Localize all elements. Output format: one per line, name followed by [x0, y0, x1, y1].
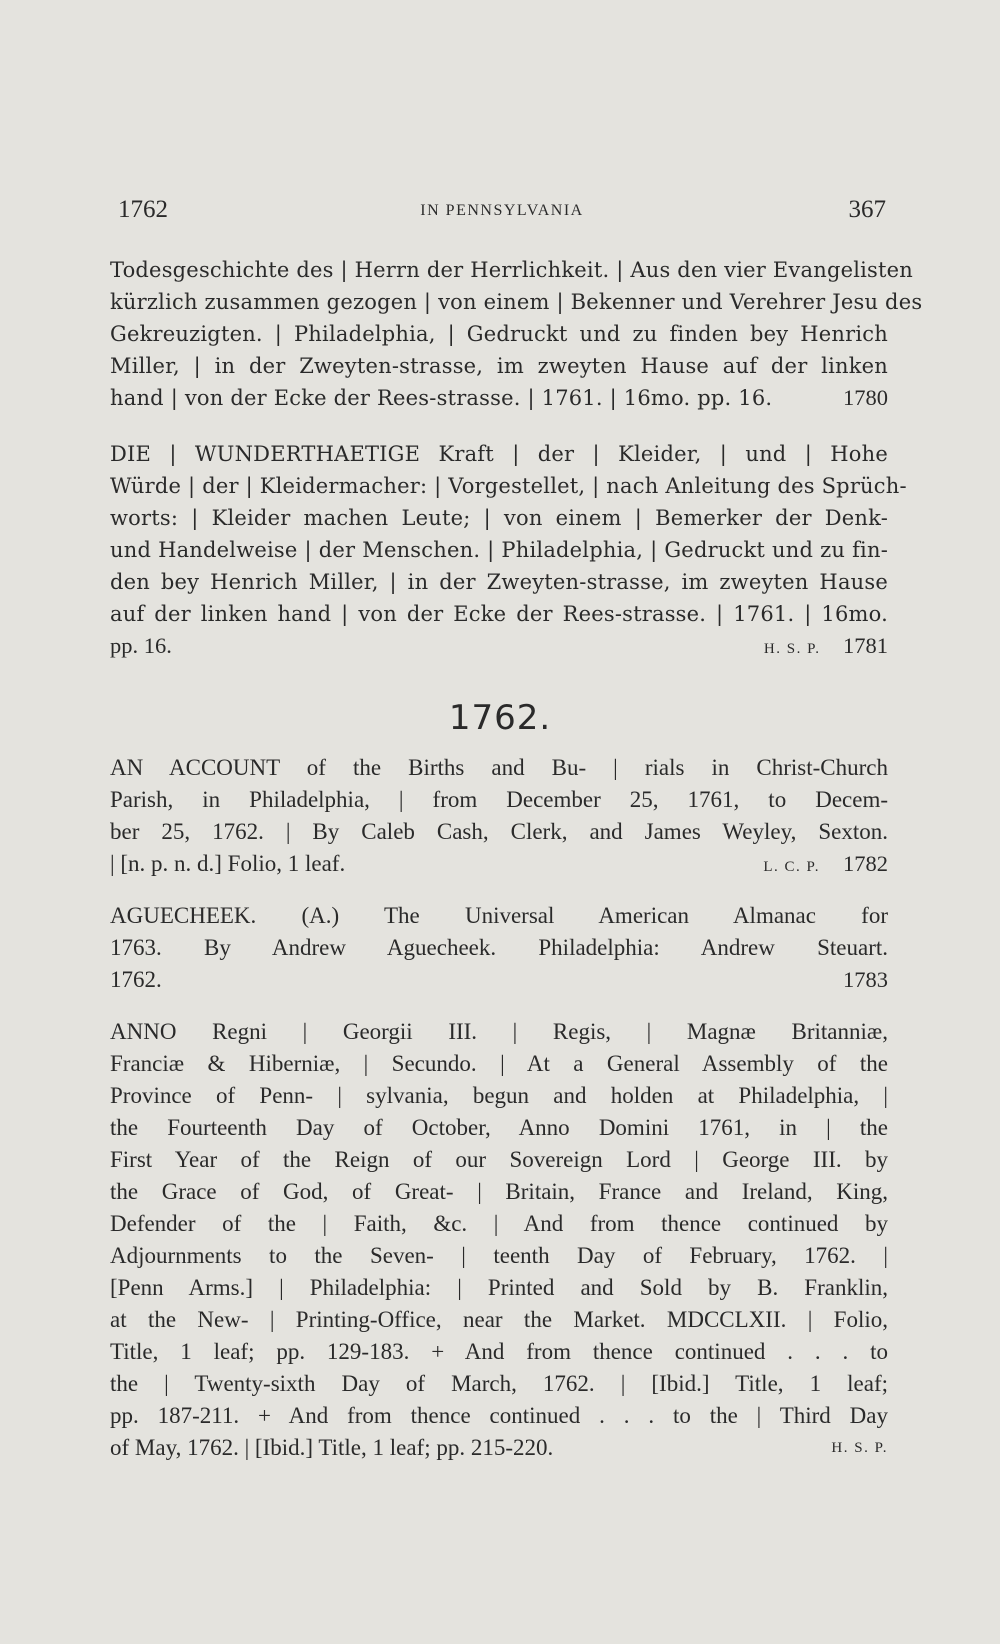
entry-line: at the New- | Printing-Office, near the Market. MDCCLXII. | Folio,	[110, 1307, 888, 1332]
entry-last-line: hand | von der Ecke der Rees-strasse. | 1761. | 16mo. pp. 16.	[110, 386, 773, 410]
library-location: H. S. P.	[763, 641, 821, 657]
entry-line: the Fourteenth Day of October, Anno Domini 1761, in | the	[110, 1115, 888, 1140]
entry-line: Defender of the | Faith, &c. | And from thence continued by	[110, 1211, 888, 1236]
entry-number: 1780	[843, 385, 888, 410]
entry-line: First Year of the Reign of our Sovereign Lord | George III. by	[110, 1147, 888, 1172]
running-header	[118, 196, 886, 230]
entry-line: pp. 187-211. + And from thence continued . . . to the | Third Day	[110, 1403, 888, 1428]
entry-line: AN ACCOUNT of the Births and Bu- | rials in Christ-Church	[110, 755, 888, 780]
entry-number: 1781	[843, 633, 888, 658]
entry-line: Todesgeschichte des | Herrn der Herrlichkeit. | Aus den vier Evangelisten	[110, 258, 914, 282]
entry-number: 1783	[843, 967, 888, 992]
bibliography-entry-1782	[110, 752, 888, 883]
bibliography-entry-1781	[110, 438, 907, 665]
bibliography-entry-anno-regni	[110, 1016, 888, 1464]
entry-last-line: 1762.	[110, 967, 162, 992]
library-location: H. S. P.	[831, 1440, 888, 1456]
bibliography-entry-1783	[110, 900, 888, 996]
entry-line: DIE | WUNDERTHAETIGE Kraft | der | Kleider, | und | Hohe	[110, 442, 888, 466]
entry-line: Gekreuzigten. | Philadelphia, | Gedruckt und zu finden bey Henrich	[110, 322, 888, 346]
entry-line: Parish, in Philadelphia, | from December 25, 1761, to Decem-	[110, 787, 888, 812]
entry-line: 1763. By Andrew Aguecheek. Philadelphia: Andrew Steuart.	[110, 935, 888, 960]
entry-line: Province of Penn- | sylvania, begun and holden at Philadelphia, |	[110, 1083, 888, 1108]
entry-line: ANNO Regni | Georgii III. | Regis, | Magnæ Britanniæ,	[110, 1019, 888, 1044]
entry-last-line: | [n. p. n. d.] Folio, 1 leaf.	[110, 851, 346, 876]
entry-line: [Penn Arms.] | Philadelphia: | Printed and Sold by B. Franklin,	[110, 1275, 888, 1300]
entry-line: Adjournments to the Seven- | teenth Day of February, 1762. |	[110, 1243, 888, 1268]
entry-last-line: of May, 1762. | [Ibid.] Title, 1 leaf; pp. 215-220.	[110, 1435, 554, 1460]
entry-line: Miller, | in der Zweyten-strasse, im zweyten Hause auf der linken	[110, 354, 888, 378]
entry-line: the | Twenty-sixth Day of March, 1762. | [Ibid.] Title, 1 leaf;	[110, 1371, 888, 1396]
year-heading: 1762.	[448, 698, 552, 738]
entry-line: Würde | der | Kleidermacher: | Vorgestellet, | nach Anleitung des Sprüch-	[110, 474, 907, 498]
entry-number: 1782	[843, 851, 888, 876]
entry-line: the Grace of God, of Great- | Britain, France and Ireland, King,	[110, 1179, 888, 1204]
bibliography-entry-1780	[110, 254, 923, 414]
entry-line: worts: | Kleider machen Leute; | von einem | Bemerker der Denk-	[110, 506, 888, 530]
header-year: 1762	[118, 196, 168, 223]
entry-last-line: pp. 16.	[110, 633, 172, 658]
entry-line: ber 25, 1762. | By Caleb Cash, Clerk, and James Weyley, Sexton.	[110, 819, 888, 844]
library-location: L. C. P.	[763, 859, 820, 875]
entry-line: Franciæ & Hiberniæ, | Secundo. | At a General Assembly of the	[110, 1051, 888, 1076]
entry-line: AGUECHEEK. (A.) The Universal American Almanac for	[110, 903, 888, 928]
page-number: 367	[848, 196, 886, 223]
entry-line: Title, 1 leaf; pp. 129-183. + And from thence continued . . . to	[110, 1339, 888, 1364]
entry-line: auf der linken hand | von der Ecke der Rees-strasse. | 1761. | 16mo.	[110, 602, 888, 626]
entry-line: und Handelweise | der Menschen. | Philadelphia, | Gedruckt und zu fin-	[110, 538, 888, 562]
entry-line: den bey Henrich Miller, | in der Zweyten-strasse, im zweyten Hause	[110, 570, 888, 594]
entry-line: kürzlich zusammen gezogen | von einem | Bekenner und Verehrer Jesu des	[110, 290, 923, 314]
header-title: IN PENNSYLVANIA	[420, 202, 584, 219]
